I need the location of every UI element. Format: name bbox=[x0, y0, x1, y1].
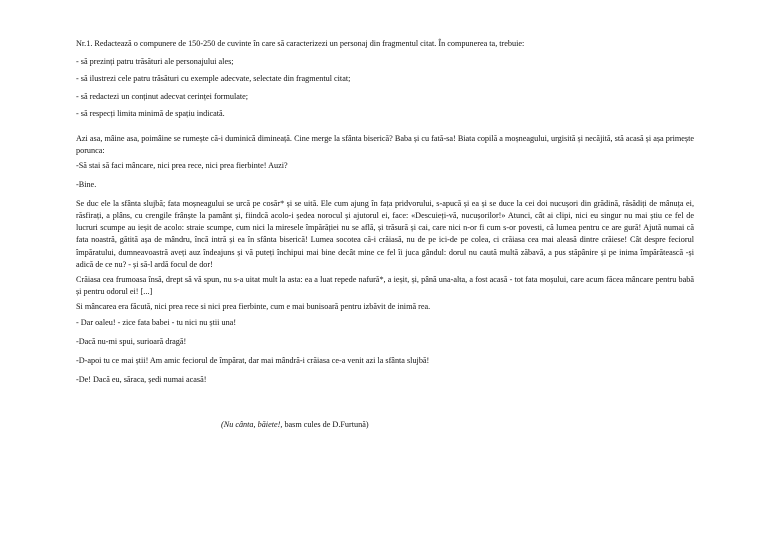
task-item: - să redactezi un conținut adecvat cerinței formulate; bbox=[76, 91, 249, 101]
dialog-line: - Dar oaleu! - zice fata babei - tu nici nu știi una! bbox=[76, 318, 237, 328]
paragraph: Si mâncarea era făcută, nici prea rece si nici prea fierbinte, cum e mai bunisoară pentru izbăvit de inimă rea. bbox=[76, 301, 431, 311]
paragraph: Se duc ele la sfânta slujbă; fata moșneagului se urcă pe cosăr* și se uită. Ele cum ajung în fața pridvorului, s-apucă și ea și se duce la cei doi nucușori din grădină, răsădiți de mânuța ei, răsfirați, a plâns, cu crengile frânște la pamânt și, fiindcă acolo-i ședea norocul și ajutorul ei, face: «Descuieți-vă, nucușorilor!» Atunci, cât ai clipi, nici eu singur nu mai știu ce fel de lucruri scumpe au ieșit de acolo: straie scumpe, cum nici la miresele împărăției nu se află, și trăsură și cai, care nici n-or fi cum s-or povesti, că lumea pentru ce are gură! Ajută numai că fata noastră, gătită așa de mândru, încă intră și ea în sfânta biserică! Lumea socotea că-i crăiasă, nu de pe ici-de pe colea, ci crăiasa cea mai aleasă dintre crăiese! Cât despre feciorul împăratului, dumneavoastră aveți auz îndeajuns și vă puteți închipui mai bine decât mine ce fel îi juca gândul: dorul nu caută multă zăbavă, a pus stăpânire și pe inima împărătească -și adică de ce nu? - și să-l ardă focul de dor! bbox=[76, 198, 694, 269]
source-citation bbox=[221, 419, 369, 431]
story-text bbox=[76, 133, 694, 393]
dialog-line: -De! Dacă eu, săraca, ședi numai acasă! bbox=[76, 375, 207, 385]
dialog-line: -D-apoi tu ce mai știi! Am amic feciorul de împărat, dar mai mândră-i crăiasa ce-a venit azi la sfânta slujbă! bbox=[76, 356, 430, 366]
source-rest: basm cules de D.Furtună) bbox=[282, 420, 369, 429]
task-item: - să respecți limita minimă de spațiu indicată. bbox=[76, 109, 225, 118]
paragraph: Azi asa, mâine asa, poimâine se rumește că-i duminică dimineață. Cine merge la sfânta biserică? Baba și cu fată-sa! Biata copilă a moșneagului, urgisită și necăjită, stă acasă și așa primește porunca: bbox=[76, 134, 694, 156]
dialog-line: -Dacă nu-mi spui, surioară dragă! bbox=[76, 337, 187, 347]
dialog-line: -Bine. bbox=[76, 179, 97, 189]
dialog-line: -Să stai să faci mâncare, nici prea rece, nici prea fierbinte! Auzi? bbox=[76, 160, 288, 170]
task-item: - să ilustrezi cele patru trăsături cu exemple adecvate, selectate din fragmentul citat; bbox=[76, 74, 351, 83]
task-section bbox=[76, 38, 696, 126]
task-heading: Nr.1. Redactează o compunere de 150-250 de cuvinte în care să caracterizezi un personaj din fragmentul citat. În compunerea ta, trebuie: bbox=[76, 39, 525, 48]
task-item: - să prezinți patru trăsături ale personajului ales; bbox=[76, 56, 234, 66]
paragraph: Crăiasa cea frumoasa însă, drept să vă spun, nu s-a uitat mult la asta: ea a luat repede nafură*, a ieșit, și, până una-alta, a fost acasă - tot fata moșului, care acum făcea mâncare pentru babă și pentru odorul ei! [...] bbox=[76, 275, 694, 297]
source-title: (Nu cânta, băiete!, bbox=[221, 420, 283, 429]
